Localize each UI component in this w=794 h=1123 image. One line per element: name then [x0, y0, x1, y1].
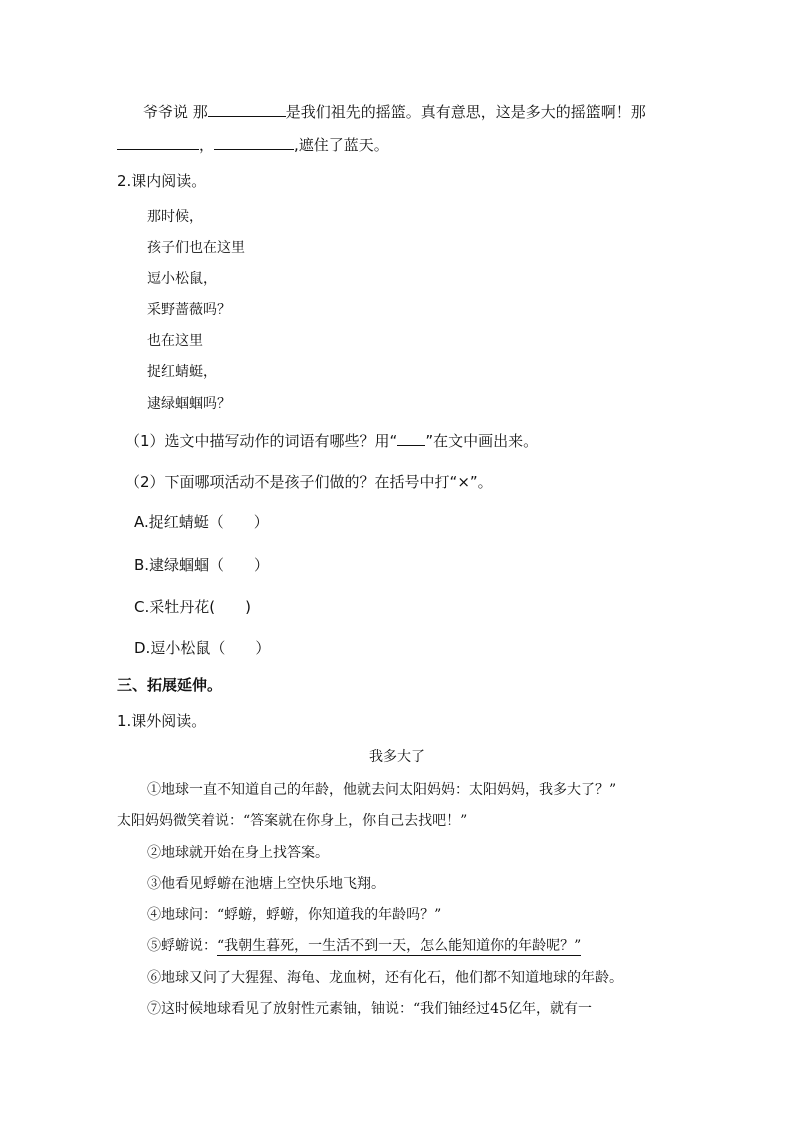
- poem-line: 采野蔷薇吗？: [147, 302, 231, 318]
- option-b[interactable]: B.逮绿蝈蝈（ ）: [134, 556, 270, 574]
- answer-blank-1[interactable]: [208, 101, 286, 117]
- q1-line2-text-a: ，: [199, 136, 215, 154]
- q1-line-2: [117, 134, 389, 155]
- option-d[interactable]: D.逗小松鼠（ ）: [134, 639, 271, 657]
- poem-line: 那时候，: [147, 209, 203, 225]
- q2-sub-question-1: [125, 430, 538, 451]
- passage-paragraph-5: [147, 936, 581, 956]
- passage-paragraph-3: ③他看见蜉蝣在池塘上空快乐地飞翔。: [147, 876, 385, 892]
- q2-sub1-text-a: （1）选文中描写动作的词语有哪些？用“: [125, 432, 398, 450]
- q2-sub-question-2: （2）下面哪项活动不是孩子们做的？在括号中打“×”。: [125, 473, 493, 491]
- passage-paragraph-2: ②地球就开始在身上找答案。: [147, 845, 329, 861]
- q1-line-1: [143, 101, 646, 122]
- passage-title: 我多大了: [369, 749, 425, 765]
- option-c[interactable]: C.采牡丹花( ): [134, 598, 251, 616]
- passage-paragraph-1b: 太阳妈妈微笑着说：“答案就在你身上，你自己去找吧！”: [117, 813, 468, 829]
- passage-paragraph-7: ⑦这时候地球看见了放射性元素铀，铀说：“我们铀经过45亿年，就有一: [147, 1001, 592, 1017]
- passage-paragraph-5-speaker: ⑤蜉蝣说：: [147, 938, 217, 954]
- q1-line1-text-a: 爷爷说 那: [143, 103, 208, 121]
- section-3-heading: 三、拓展延伸。: [117, 676, 223, 694]
- passage-paragraph-4: ④地球问：“蜉蝣，蜉蝣，你知道我的年龄吗？”: [147, 907, 442, 923]
- poem-line: 捉红蜻蜓，: [147, 364, 217, 380]
- poem-line: 也在这里: [147, 333, 203, 349]
- option-a[interactable]: A.捉红蜻蜓（ ）: [134, 513, 269, 531]
- q2-sub1-text-b: ”在文中画出来。: [425, 432, 539, 450]
- answer-blank-2[interactable]: [117, 134, 199, 150]
- poem-line: 逮绿蝈蝈吗？: [147, 396, 231, 412]
- underlined-quote: “我朝生暮死，一生活不到一天，怎么能知道你的年龄呢？”: [217, 938, 582, 954]
- poem-line: 孩子们也在这里: [147, 240, 245, 256]
- answer-blank-3[interactable]: [214, 134, 294, 150]
- passage-paragraph-1a: ①地球一直不知道自己的年龄，他就去问太阳妈妈：太阳妈妈，我多大了？”: [147, 782, 617, 798]
- q2-heading: 2.课内阅读。: [117, 172, 207, 190]
- passage-paragraph-6: ⑥地球又问了大猩猩、海龟、龙血树，还有化石，他们都不知道地球的年龄。: [147, 970, 623, 986]
- underline-sample: [397, 430, 425, 446]
- q1-line2-text-b: ,遮住了蓝天。: [294, 136, 389, 154]
- q1-line1-text-b: 是我们祖先的摇篮。真有意思，这是多大的摇篮啊！那: [285, 103, 646, 121]
- poem-line: 逗小松鼠，: [147, 271, 217, 287]
- section-3-sub-heading: 1.课外阅读。: [117, 712, 207, 730]
